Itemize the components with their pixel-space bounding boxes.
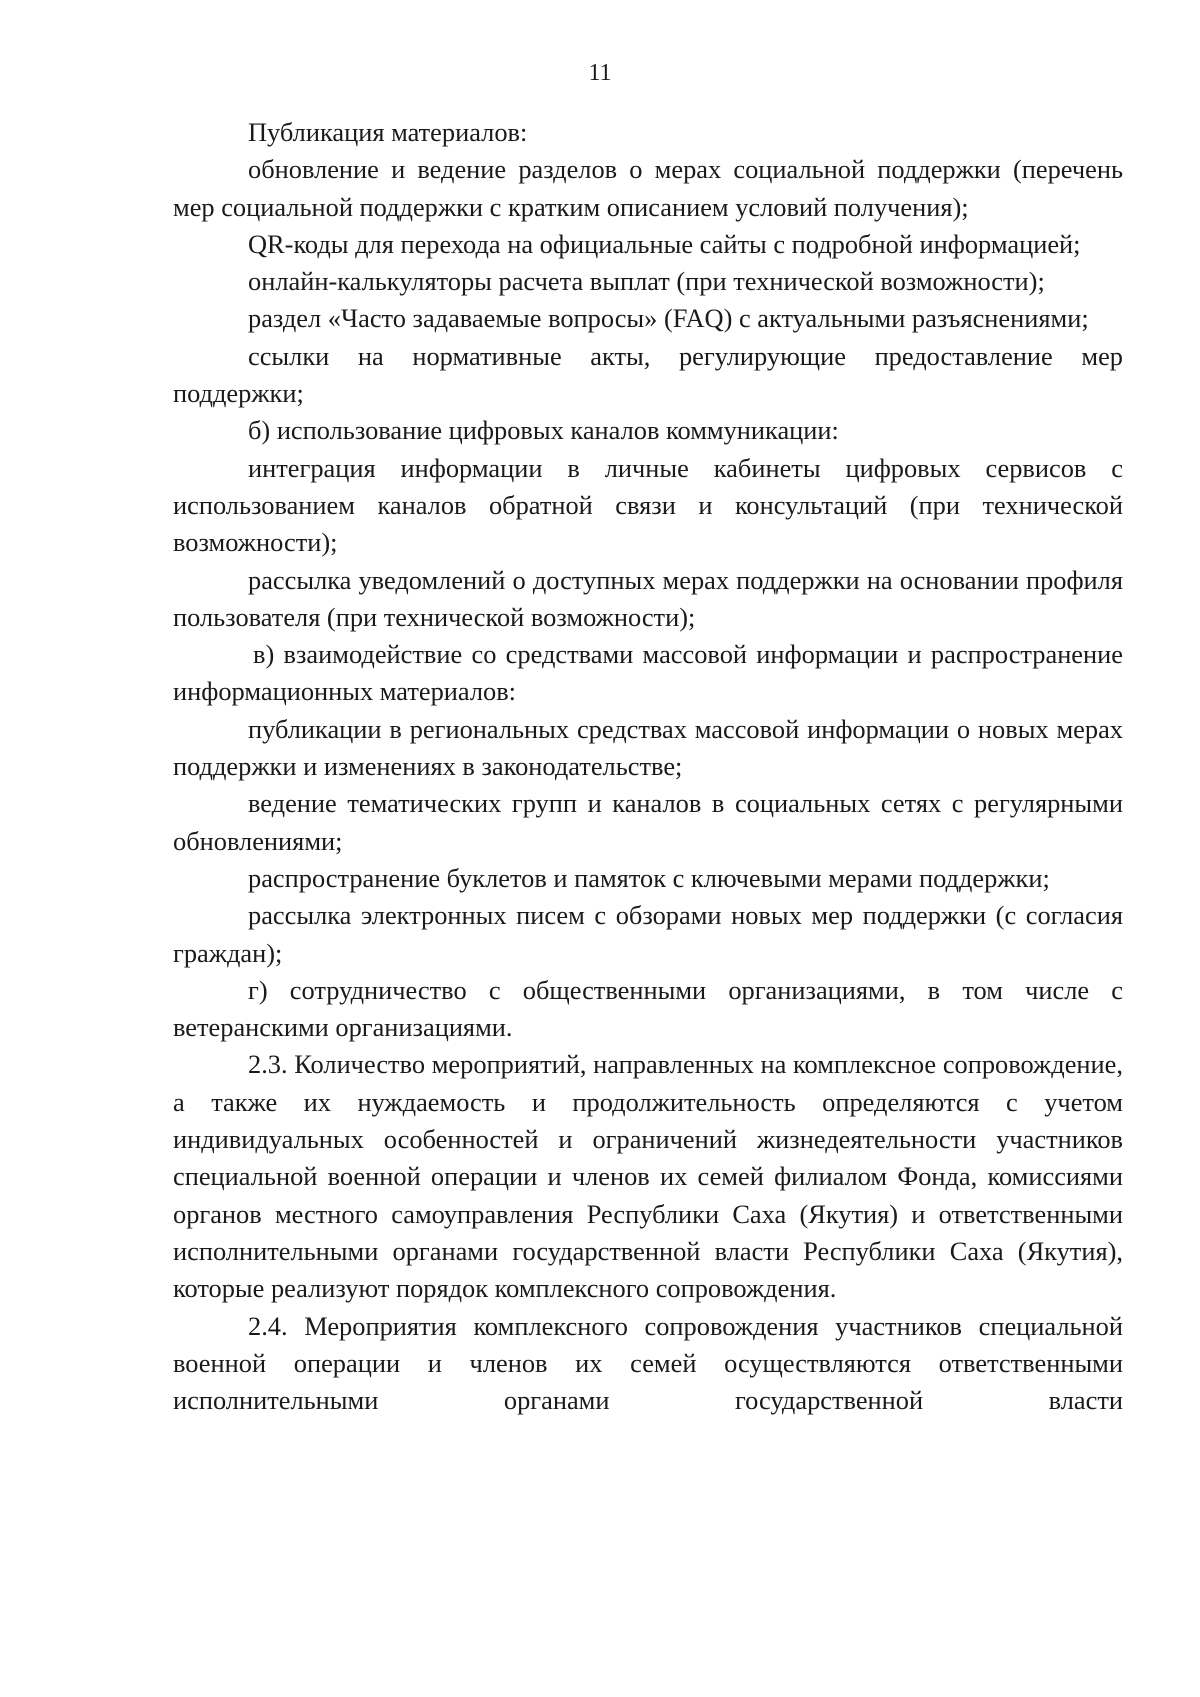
paragraph-personal-accounts: интеграция информации в личные кабинеты цифровых сервисов с использованием каналов обратной связи и консультаций (при технической возможности); [173,452,1123,558]
paragraph-publication-heading: Публикация материалов: [248,117,528,147]
document-body [173,114,1123,1419]
paragraph-public-organizations: г) сотрудничество с общественными организациями, в том числе с ветеранскими организациями. [173,974,1123,1043]
paragraph-notifications: рассылка уведомлений о доступных мерах поддержки на основании профиля пользователя (при технической возможности); [173,564,1123,632]
paragraph-normative-links: ссылки на нормативные акты, регулирующие предоставление мер поддержки; [173,340,1123,409]
paragraph-section-2-3: 2.3. Количество мероприятий, направленных на комплексное сопровождение, а также их нуждаемость и продолжительность определяются с учетом индивидуальных особенностей и ограничений жизнедеятельности участников специальной военной операции и членов их семей филиалом Фонда, комиссиями органов местного самоуправления Республики Саха (Якутия) и ответственными исполнительными органами государственной власти Республики Саха (Якутия), которые реализуют порядок комплексного сопровождения. [173,1049,1123,1304]
paragraph-regional-media: публикации в региональных средствах массовой информации о новых мерах поддержки и изменениях в законодательстве; [173,713,1123,782]
paragraph-social-groups: ведение тематических групп и каналов в социальных сетях с регулярными обновлениями; [173,788,1123,856]
paragraph-booklets: распространение буклетов и памяток с ключевыми мерами поддержки; [248,862,1050,893]
paragraph-update-sections: обновление и ведение разделов о мерах социальной поддержки (перечень мер социальной поддержки с кратким описанием условий получения); [173,154,1123,222]
paragraph-section-2-4: 2.4. Мероприятия комплексного сопровождения участников специальной военной операции и членов их семей осуществляются ответственными исполнительными органами государственной власти [173,1310,1123,1416]
paragraph-faq-section: раздел «Часто задаваемые вопросы» (FAQ) с актуальными разъяснениями; [248,303,1089,334]
page-number: 11 [588,60,612,86]
paragraph-emails: рассылка электронных писем с обзорами новых мер поддержки (с согласия граждан); [173,900,1123,968]
paragraph-qr-codes: QR-коды для перехода на официальные сайты с подробной информацией; [248,228,1081,259]
paragraph-online-calculators: онлайн-калькуляторы расчета выплат (при технической возможности); [248,266,1045,297]
paragraph-digital-channels: б) использование цифровых каналов коммуникации: [248,415,839,446]
paragraph-media-interaction: в) взаимодействие со средствами массовой информации и распространение информационных материалов: [173,639,1123,707]
